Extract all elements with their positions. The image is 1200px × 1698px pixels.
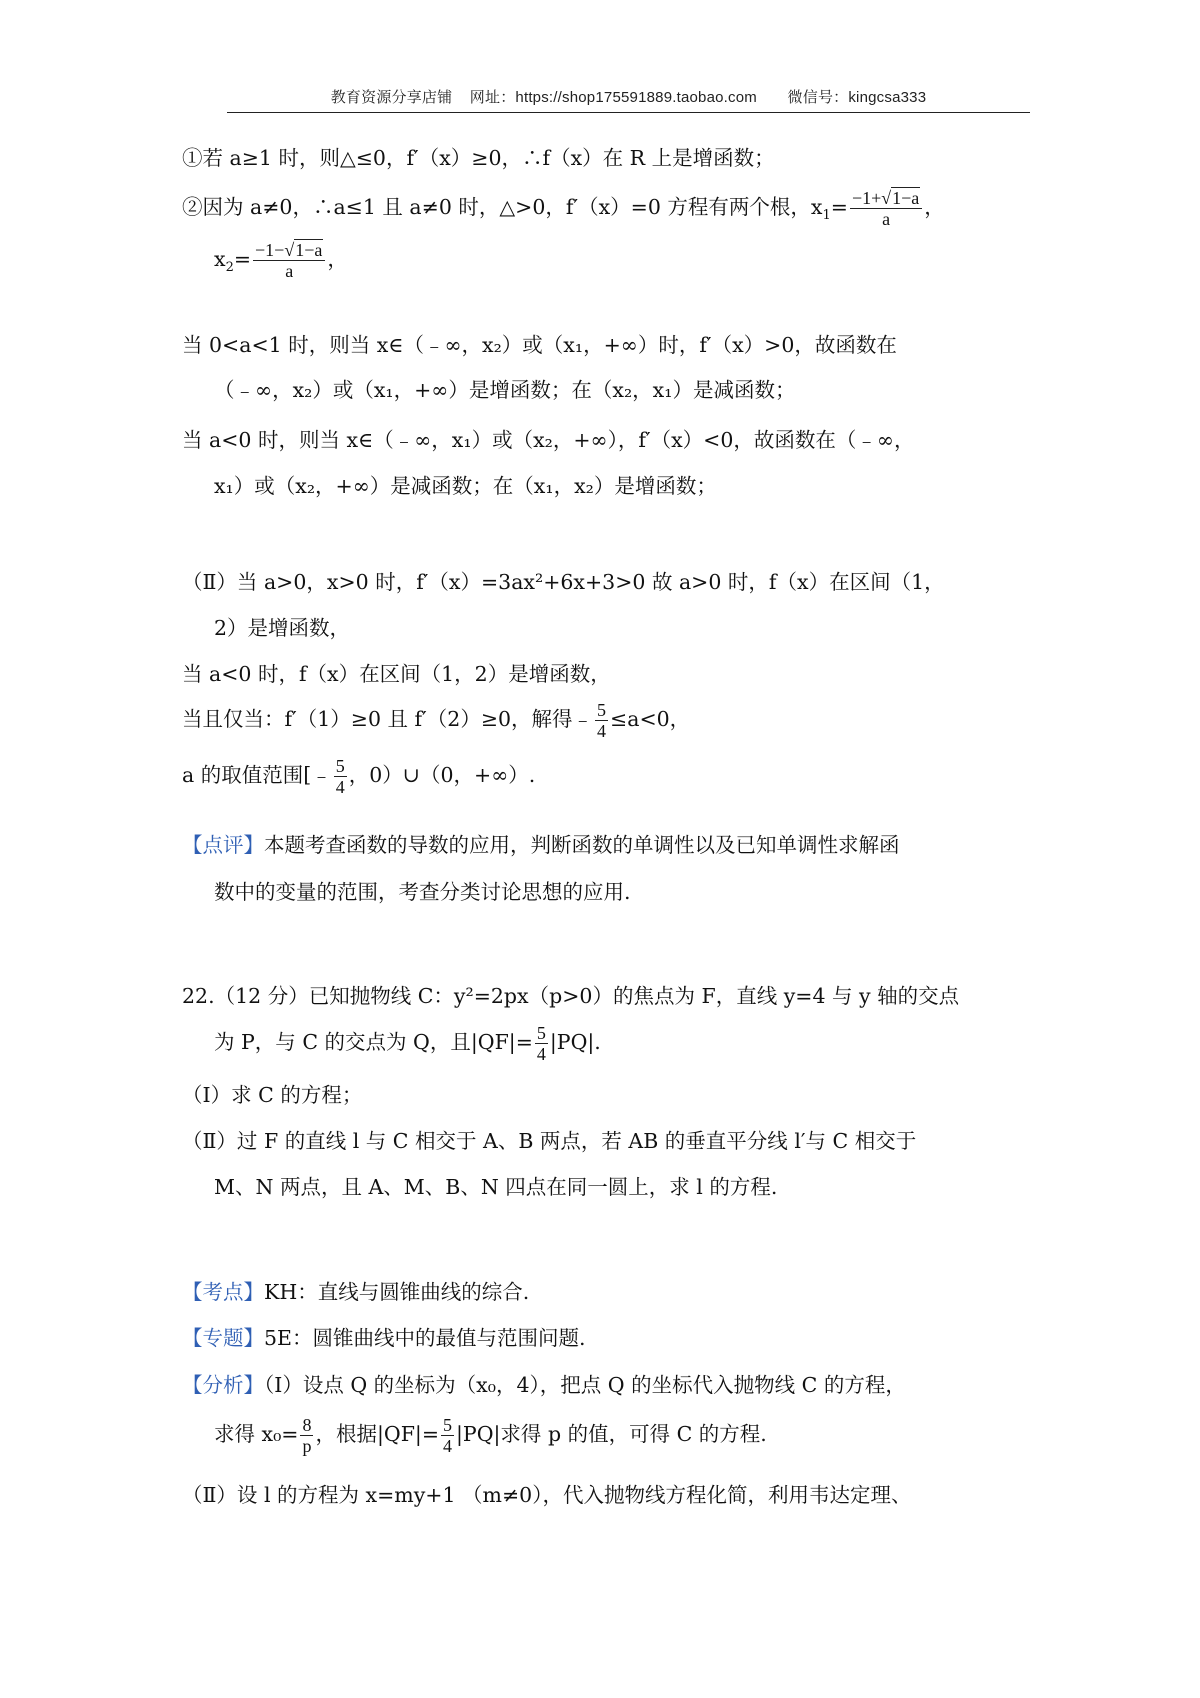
line-text: = xyxy=(233,247,252,271)
topic-tag: 【专题】 xyxy=(182,1326,264,1350)
fraction-numerator: 5 xyxy=(335,756,345,776)
text-line xyxy=(182,188,945,231)
fraction xyxy=(300,1415,313,1456)
text-line xyxy=(182,830,900,860)
text-line: （Ⅱ）当 a>0，x>0 时，f′（x）=3ax²+6x+3>0 故 a>0 时，f（x）在区间（1， xyxy=(182,570,945,594)
text-line xyxy=(182,1323,586,1353)
text-line: 当 0<a<1 时，则当 x∈（﹣∞，x₂）或（x₁，+∞）时，f′（x）>0，故函数在 xyxy=(182,333,897,357)
numerator-part: −1+ xyxy=(851,188,882,208)
fraction xyxy=(334,756,347,797)
line-text: |PQ|求得 p 的值，可得 C 的方程. xyxy=(456,1422,767,1446)
line-text: ≤a<0， xyxy=(610,707,691,731)
sqrt-symbol: √ xyxy=(284,240,295,260)
line-text: ， xyxy=(924,195,945,219)
line-text: ， xyxy=(327,247,348,271)
text-line: 22.（12 分）已知抛物线 C：y²=2px（p>0）的焦点为 F，直线 y=4 与 y 轴的交点 xyxy=(182,984,960,1008)
line-text: KH：直线与圆锥曲线的综合. xyxy=(264,1280,530,1304)
line-text: ，根据|QF|= xyxy=(315,1422,440,1446)
text-line: x₁）或（x₂，+∞）是减函数；在（x₁，x₂）是增函数； xyxy=(214,474,717,498)
fraction xyxy=(441,1415,454,1456)
line-text: 当且仅当：f′（1）≥0 且 f′（2）≥0，解得﹣ xyxy=(182,707,594,731)
fraction-numerator: 8 xyxy=(302,1415,312,1435)
page-header: 教育资源分享店铺 网址：https://shop175591889.taobao.com 微信号：kingcsa333 xyxy=(227,86,1030,113)
knowledge-tag: 【考点】 xyxy=(182,1280,264,1304)
text-line xyxy=(182,756,535,797)
radicand: 1−a xyxy=(295,240,323,260)
text-line xyxy=(214,1415,767,1456)
text-line: （Ⅱ）设 l 的方程为 x=my+1 （m≠0），代入抛物线方程化简，利用韦达定理、 xyxy=(182,1483,912,1507)
fraction-numerator xyxy=(253,240,325,261)
subscript: 2 xyxy=(225,260,234,276)
line-text: x xyxy=(214,247,226,271)
subscript: 1 xyxy=(822,208,831,224)
line-text: 为 P，与 C 的交点为 Q，且|QF|= xyxy=(214,1030,533,1054)
line-text: 5E：圆锥曲线中的最值与范围问题. xyxy=(264,1326,586,1350)
comment-tag: 【点评】 xyxy=(182,833,264,857)
fraction-denominator: 4 xyxy=(443,1436,453,1456)
line-text: |PQ|. xyxy=(549,1030,601,1054)
text-line: 当 a<0 时，f（x）在区间（1，2）是增函数， xyxy=(182,662,611,686)
radicand: 1−a xyxy=(892,188,920,208)
fraction-numerator xyxy=(850,188,922,209)
text-line: （Ⅰ）求 C 的方程； xyxy=(182,1083,363,1107)
numerator-part: −1− xyxy=(255,240,285,260)
fraction-x1 xyxy=(850,188,922,229)
line-text: （Ⅰ）设点 Q 的坐标为（x₀，4），把点 Q 的坐标代入抛物线 C 的方程， xyxy=(264,1373,906,1397)
line-text: a 的取值范围[﹣ xyxy=(182,763,332,787)
text-line: 数中的变量的范围，考查分类讨论思想的应用. xyxy=(214,880,631,904)
text-line: M、N 两点，且 A、M、B、N 四点在同一圆上，求 l 的方程. xyxy=(214,1175,778,1199)
fraction-numerator: 5 xyxy=(536,1023,546,1043)
line-text: ②因为 a≠0，∴a≤1 且 a≠0 时，△>0，f′（x）=0 方程有两个根，x xyxy=(182,195,823,219)
text-line xyxy=(182,700,690,741)
line-text: ，0）∪（0，+∞）. xyxy=(348,763,536,787)
analysis-tag: 【分析】 xyxy=(182,1373,264,1397)
fraction-denominator: a xyxy=(882,209,891,229)
text-line: 2）是增函数， xyxy=(214,616,351,640)
text-line: （Ⅱ）过 F 的直线 l 与 C 相交于 A、B 两点，若 AB 的垂直平分线 l′与 C 相交于 xyxy=(182,1129,917,1153)
text-line: 当 a<0 时，则当 x∈（﹣∞，x₁）或（x₂，+∞），f′（x）<0，故函数在（﹣∞， xyxy=(182,428,915,452)
text-line: ①若 a≥1 时，则△≤0，f′（x）≥0，∴f（x）在 R 上是增函数； xyxy=(182,146,775,170)
fraction-denominator: p xyxy=(302,1436,312,1456)
fraction xyxy=(535,1023,548,1064)
line-text: = xyxy=(830,195,848,219)
line-text: 本题考查函数的导数的应用，判断函数的单调性以及已知单调性求解函 xyxy=(264,833,900,857)
fraction-denominator: 4 xyxy=(597,721,607,741)
text-line: （﹣∞，x₂）或（x₁，+∞）是增函数；在（x₂，x₁）是减函数； xyxy=(214,378,796,402)
text-line xyxy=(214,1023,601,1064)
text-line xyxy=(182,1370,906,1400)
fraction-denominator: 4 xyxy=(536,1044,546,1064)
fraction-denominator: a xyxy=(285,261,294,281)
fraction xyxy=(595,700,608,741)
fraction-numerator: 5 xyxy=(597,700,607,720)
text-line xyxy=(214,240,348,283)
line-text: 求得 x₀= xyxy=(214,1422,299,1446)
sqrt-symbol: √ xyxy=(881,188,892,208)
fraction-x2 xyxy=(253,240,325,281)
fraction-numerator: 5 xyxy=(443,1415,453,1435)
fraction-denominator: 4 xyxy=(335,777,345,797)
text-line xyxy=(182,1277,529,1307)
